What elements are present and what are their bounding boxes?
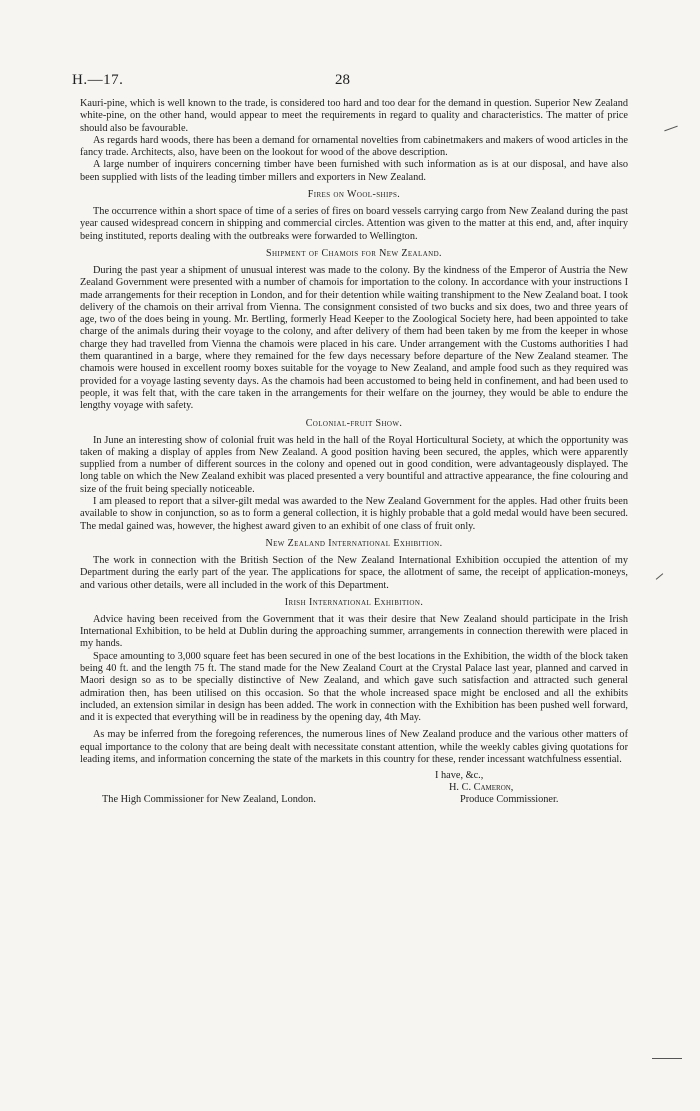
paragraph: The occurrence within a short space of time of a series of fires on board vessels carrying cargo from New Zealand during the past year caused widespread concern in shipping and commercial circles. Attention was given to the matter at this end, and, after inquiry being instituted, reports dealing with the outbreaks were forwarded to Wellington.	[80, 206, 628, 242]
section-heading: New Zealand International Exhibition.	[265, 537, 443, 549]
margin-mark	[652, 1058, 682, 1059]
section-heading: Fires on Wool-ships.	[307, 189, 401, 201]
section-heading: Colonial-fruit Show.	[305, 417, 403, 429]
closing-paragraph: As may be inferred from the foregoing references, the numerous lines of New Zealand produce and the various other matters of equal importance to the colony that are being dealt with necessitate constant attention, while the weekly cables giving quotations for leading items, and information concerning the state of the markets in this country for these, render incessant watchfulness essential.	[80, 729, 628, 766]
running-header	[72, 72, 628, 98]
section-heading: Shipment of Chamois for New Zealand.	[266, 247, 442, 259]
paragraph: Space amounting to 3,000 square feet has been secured in one of the best locations in the Exhibition, the width of the block taken being 40 ft. and the length 75 ft. The stand made for the New Zealand Court at the Crystal Palace last year, planned and carved in Maori design so as to be specially distinctive of New Zealand, and which gave such satisfaction and attracted such general admiration then, has been utilised on this occasion. So that the whole increased space might be enclosed and all the exhibits included, an extension similar in design has been added. The work in connection with the Exhibition has been pushed well forward, and it is expected that everything will be in readiness by the opening day, 4th May.	[80, 650, 628, 724]
addressee: The High Commissioner for New Zealand, London.	[102, 794, 316, 806]
page-identifier: H.—17.	[72, 72, 124, 88]
paragraph: Advice having been received from the Government that it was their desire that New Zealand should participate in the Irish International Exhibition, to be held at Dublin during the approaching summer, arrangements in connection therewith were placed in my hands.	[80, 613, 628, 650]
signature-block	[80, 770, 628, 834]
section-heading: Irish International Exhibition.	[284, 596, 424, 608]
paragraph: Kauri-pine, which is well known to the trade, is considered too hard and too dear for the demand in question. Superior New Zealand white-pine, on the other hand, would appear to meet the requirements in regard to quality and characteristics. The matter of price should also be favourable.	[80, 98, 628, 134]
signature-greeting: I have, &c.,	[435, 770, 484, 782]
paragraph: As regards hard woods, there has been a demand for ornamental novelties from cabinetmakers and makers of wood articles in the fancy trade. Architects, also, have been on the lookout for wood of the above description.	[80, 134, 628, 159]
paragraph: During the past year a shipment of unusual interest was made to the colony. By the kindness of the Emperor of Austria the New Zealand Government were presented with a number of chamois for importation to the colony. In accordance with your instructions I made arrangements for their reception in London, and for their detention while waiting transhipment to the New Zealand boat. I took delivery of the chamois on their arrival from Vienna. The consignment consisted of two bucks and six does, two and three years of age, two of the does being in young. Mr. Bertling, formerly Head Keeper to the Zoological Society here, had been appointed to take charge of the animals during their voyage to the colony, and after delivery of them had been taken by me from the keeper in whose charge they had travelled from Vienna the chamois were placed in his care. Under arrangement with the Customs authorities I had them quarantined in a barge, where they remained for the few days necessary before departure of the New Zealand steamer. The chamois were housed in excellent roomy boxes suitable for the voyage to New Zealand, and ample food such as they required was provided for a voyage lasting seventy days. As the chamois had been accustomed to being held in confinement, and had been used to people, it was felt that, with the care taken in the arrangements for their welfare on the journey, they would be able to endure the lengthy voyage with safety.	[80, 264, 628, 412]
signature-title: Produce Commissioner.	[460, 794, 559, 806]
paragraph: The work in connection with the British Section of the New Zealand International Exhibition occupied the attention of my Department during the early part of the year. The applications for space, the allotment of same, the receipt of application-moneys, and various other details, were all included in the work of this Department.	[80, 554, 628, 591]
document-page	[72, 72, 628, 834]
paragraph: A large number of inquirers concerning timber have been furnished with such information as is at our disposal, and have also been supplied with lists of the leading timber millers and exporters in New Zealand.	[80, 159, 628, 183]
paragraph: In June an interesting show of colonial fruit was held in the hall of the Royal Horticultural Society, at which the opportunity was taken of making a display of apples from New Zealand. A good position having been secured, the apples, which were apparently supplied from a number of different sources in the colony and opened out in good condition, were advantageously displayed. The long table on which the New Zealand exhibit was placed presented a very bountiful and attractive appearance, the fine colouring and size of the fruit being specially noticeable.	[80, 434, 628, 495]
margin-mark	[664, 126, 677, 132]
margin-mark	[656, 573, 664, 580]
page-number: 28	[335, 72, 350, 88]
paragraph: I am pleased to report that a silver-gilt medal was awarded to the New Zealand Government for the apples. Had other fruits been available to show in conjunction, so as to form a general collection, it is highly probable that a gold medal would have been secured. The medal gained was, however, the highest award given to an exhibit of one class of fruit only.	[80, 496, 628, 532]
signature-name: H. C. Cameron,	[449, 782, 514, 794]
